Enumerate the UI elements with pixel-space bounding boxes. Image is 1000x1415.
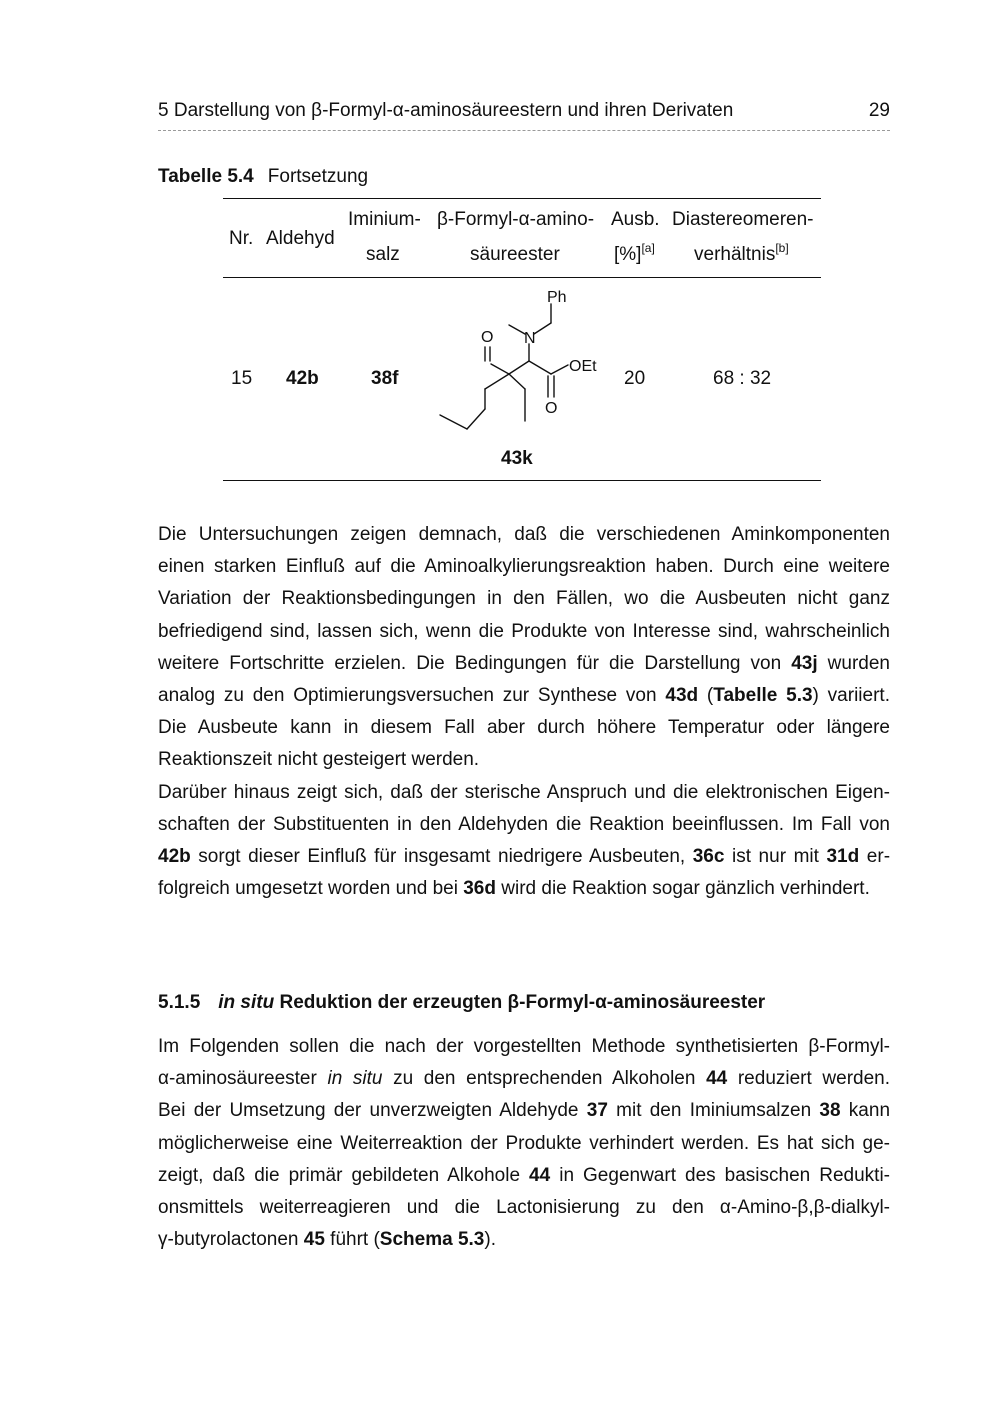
section-title: Reduktion der erzeugten β-Formyl-α-aminosäureester	[274, 992, 766, 1013]
text-line: 42b sorgt dieser Einfluß für insgesamt niedrigere Ausbeuten, 36c ist nur mit 31d er-	[158, 845, 891, 867]
text-line: Reaktionszeit nicht gesteigert werden.	[158, 749, 480, 771]
col-header-ester-2: säureester	[470, 244, 560, 265]
atom-label-oet: OEt	[569, 358, 597, 375]
text-line: Darüber hinaus zeigt sich, daß der sterische Anspruch und die elektronischen Eigen-	[158, 781, 890, 803]
text-line: γ-butyrolactonen 45 führt (Schema 5.3).	[158, 1229, 496, 1251]
molecule-43k-structure	[425, 283, 625, 443]
text-line: schaften der Substituenten in den Aldehyden die Reaktion beeinflussen. Im Fall von	[158, 813, 890, 835]
atom-label-n: N	[524, 330, 536, 347]
text-line: befriedigend sind, lassen sich, wenn die Produkte von Interesse sind, wahrscheinlich	[158, 620, 890, 642]
atom-label-o-carbonyl: O	[545, 400, 558, 417]
col-header-iminium-1: Iminium-	[348, 209, 421, 230]
atom-label-ph: Ph	[547, 289, 567, 306]
compound-ref: 45	[303, 1229, 325, 1251]
compound-ref: 43d	[665, 684, 699, 706]
row-ratio: 68 : 32	[713, 368, 772, 389]
body-paragraph-1	[158, 519, 890, 905]
footnote-b: [b]	[775, 241, 789, 255]
compound-ref: 36d	[463, 878, 496, 900]
bond	[529, 361, 551, 374]
text-line: zeigt, daß die primär gebildeten Alkohole 44 in Gegenwart des basischen Redukti-	[158, 1164, 890, 1186]
row-compound-label: 43k	[501, 448, 533, 469]
col-header-dia-2: verhältnis[b]	[694, 241, 789, 265]
atom-label-o-aldehyde: O	[481, 329, 494, 346]
compound-ref: 44	[706, 1068, 728, 1090]
compound-ref: 37	[586, 1100, 608, 1122]
col-header-dia-1: Diastereomeren-	[672, 209, 814, 230]
text-line: möglicherweise eine Weiterreaktion der Produkte verhindert werden. Es hat sich ge-	[158, 1132, 890, 1154]
scheme-ref: Schema 5.3	[379, 1229, 485, 1251]
col-header-aldehyd: Aldehyd	[266, 228, 335, 249]
bond	[551, 365, 568, 374]
section-number: 5.1.5	[158, 992, 201, 1013]
page-number: 29	[868, 100, 890, 121]
text-line: analog zu den Optimierungsversuchen zur Synthese von 43d (Tabelle 5.3) variiert.	[158, 684, 890, 706]
bond	[509, 374, 525, 389]
bond	[467, 409, 485, 429]
bond	[534, 323, 551, 334]
table-top-rule	[223, 198, 821, 199]
text-line: Die Ausbeute kann in diesem Fall aber durch höhere Temperatur oder längere	[158, 717, 890, 739]
row-aldehyd: 42b	[286, 368, 319, 389]
row-nr: 15	[231, 368, 253, 389]
row-salz: 38f	[371, 368, 399, 389]
running-header	[158, 100, 890, 131]
table-caption	[158, 166, 368, 188]
compound-ref: 44	[529, 1164, 551, 1186]
bond	[509, 325, 525, 334]
bond	[491, 364, 509, 374]
text-line: weitere Fortschritte erzielen. Die Bedingungen für die Darstellung von 43j wurden	[158, 652, 890, 674]
header-title: 5 Darstellung von β-Formyl-α-aminosäureestern und ihren Derivaten	[158, 100, 734, 121]
text-line: folgreich umgesetzt worden und bei 36d wird die Reaktion sogar gänzlich verhindert.	[158, 878, 870, 900]
compound-ref: 43j	[791, 652, 818, 674]
text-line: Die Untersuchungen zeigen demnach, daß die verschiedenen Aminkomponenten	[158, 524, 890, 545]
table-header-rule	[223, 277, 821, 278]
table-caption-label: Tabelle 5.4	[158, 166, 254, 187]
bond	[485, 374, 509, 389]
body-paragraph-3	[158, 1031, 890, 1256]
compound-ref: 38	[819, 1100, 841, 1122]
text-line: Im Folgenden sollen die nach der vorgestellten Methode synthetisierten β-Formyl-	[158, 1036, 890, 1057]
table-bottom-rule	[223, 480, 821, 481]
col-header-ester-1: β-Formyl-α-amino-	[437, 209, 595, 230]
col-header-ausb-2: [%][a]	[614, 241, 655, 265]
text-line: Bei der Umsetzung der unverzweigten Aldehyde 37 mit den Iminiumsalzen 38 kann	[158, 1100, 891, 1122]
text-line: onsmittels weiterreagieren und die Lactonisierung zu den α-Amino-β,β-dialkyl-	[158, 1196, 890, 1218]
section-heading	[158, 992, 765, 1014]
col-header-iminium-2: salz	[366, 244, 400, 265]
compound-ref: 42b	[158, 845, 191, 867]
table-ref: Tabelle 5.3	[713, 684, 813, 706]
footnote-a: [a]	[641, 241, 655, 255]
row-ausb: 20	[624, 368, 646, 389]
bond	[440, 415, 467, 429]
col-header-ausb-1: Ausb.	[611, 209, 660, 230]
compound-ref: 31d	[826, 845, 860, 867]
text-line: α-aminosäureester in situ zu den entsprechenden Alkoholen 44 reduziert werden.	[158, 1068, 891, 1090]
compound-ref: 36c	[692, 845, 725, 867]
table-caption-text: Fortsetzung	[267, 166, 369, 187]
bond	[509, 361, 529, 374]
section-title-italic: in situ	[218, 992, 275, 1013]
text-line: Variation der Reaktionsbedingungen in den Fällen, wo die Ausbeuten nicht ganz	[158, 588, 890, 610]
text-line: einen starken Einfluß auf die Aminoalkylierungsreaktion haben. Durch eine weitere	[158, 556, 890, 578]
col-header-nr: Nr.	[229, 228, 254, 249]
